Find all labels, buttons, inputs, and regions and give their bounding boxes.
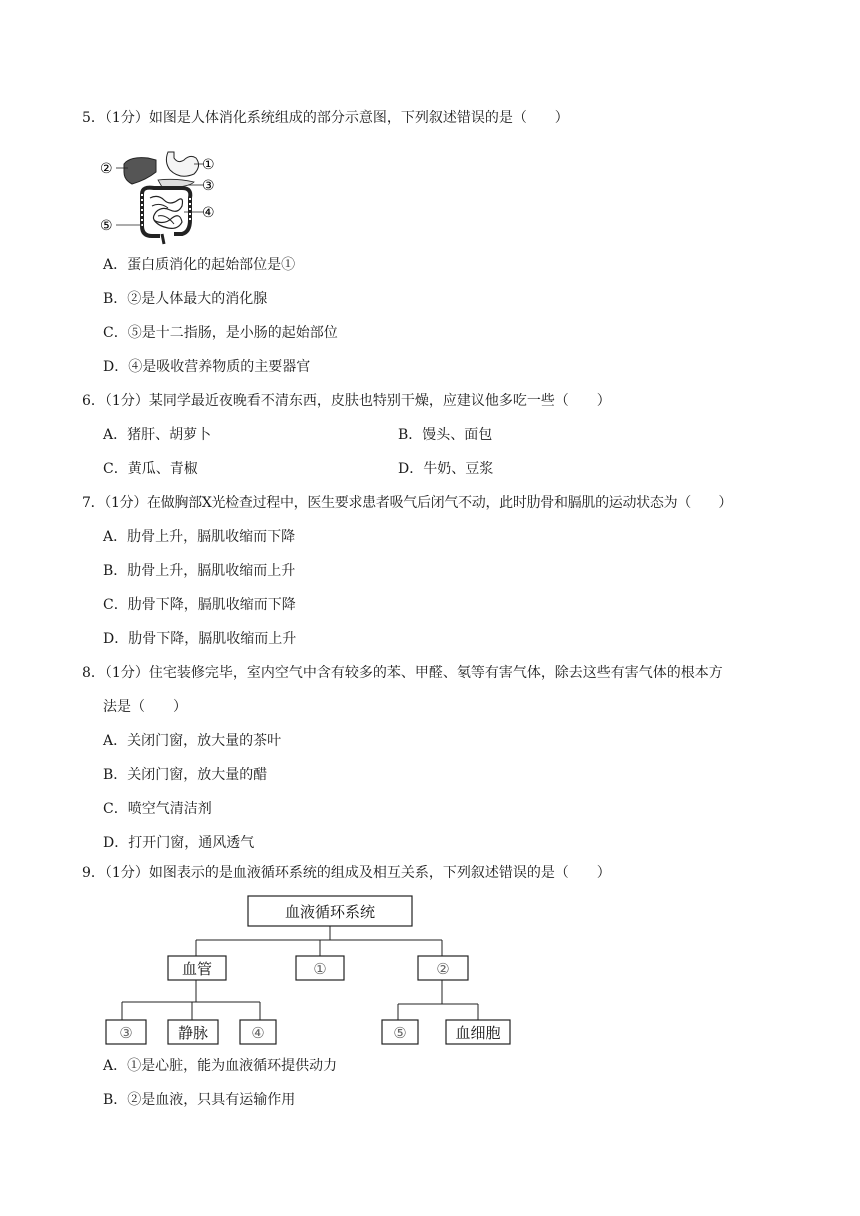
diagram-root-label: 血液循环系统 [284, 903, 376, 921]
q5-option-a: A．蛋白质消化的起始部位是① [103, 257, 296, 273]
digestive-system-figure [98, 150, 223, 245]
q8-stem-line2: 法是（ ） [103, 699, 187, 715]
q5-option-b: B．②是人体最大的消化腺 [103, 291, 268, 307]
diagram-vessel-label: 血管 [181, 960, 213, 978]
diagram-blood-cell-label: 血细胞 [455, 1024, 501, 1042]
q7-stem: 7．（1分）在做胸部X光检查过程中，医生要求患者吸气后闭气不动，此时肋骨和膈肌的运动状态为（ ） [82, 495, 733, 511]
q7-option-b: B．肋骨上升，膈肌收缩而上升 [103, 563, 296, 579]
q7-option-d: D．肋骨下降，膈肌收缩而上升 [103, 631, 297, 647]
diagram-node-5: ⑤ [393, 1024, 407, 1042]
q8-option-b: B．关闭门窗，放大量的醋 [103, 767, 268, 783]
figure-label-4: ④ [202, 205, 215, 221]
circulatory-system-diagram [100, 890, 520, 1050]
q6-option-b: B．馒头、面包 [398, 427, 493, 443]
q9-option-a: A．①是心脏，能为血液循环提供动力 [103, 1058, 338, 1074]
q9-option-b: B．②是血液，只具有运输作用 [103, 1092, 296, 1108]
diagram-vein-label: 静脉 [177, 1024, 209, 1042]
q8-option-a: A．关闭门窗，放大量的茶叶 [103, 733, 282, 749]
q8-option-c: C．喷空气清洁剂 [103, 801, 212, 817]
q6-stem: 6．（1分）某同学最近夜晚看不清东西，皮肤也特别干燥，应建议他多吃一些（ ） [82, 393, 611, 409]
figure-label-1: ① [202, 157, 215, 173]
q9-stem: 9．（1分）如图表示的是血液循环系统的组成及相互关系，下列叙述错误的是（ ） [82, 865, 611, 881]
q5-option-c: C．⑤是十二指肠，是小肠的起始部位 [103, 325, 338, 341]
diagram-node-1: ① [313, 960, 327, 978]
q7-option-c: C．肋骨下降，膈肌收缩而下降 [103, 597, 296, 613]
q8-option-d: D．打开门窗，通风透气 [103, 835, 255, 851]
q7-option-a: A．肋骨上升，膈肌收缩而下降 [103, 529, 296, 545]
q6-option-d: D．牛奶、豆浆 [398, 461, 494, 477]
q5-stem: 5．（1分）如图是人体消化系统组成的部分示意图，下列叙述错误的是（ ） [82, 110, 569, 126]
figure-label-2: ② [100, 161, 113, 177]
diagram-node-2: ② [436, 960, 450, 978]
q6-option-c: C．黄瓜、青椒 [103, 461, 198, 477]
figure-label-5: ⑤ [100, 218, 113, 234]
figure-label-3: ③ [202, 178, 215, 194]
q5-option-d: D．④是吸收营养物质的主要器官 [103, 359, 311, 375]
q6-option-a: A．猪肝、胡萝卜 [103, 427, 212, 443]
diagram-node-4: ④ [251, 1024, 265, 1042]
diagram-node-3: ③ [119, 1024, 133, 1042]
q8-stem-line1: 8．（1分）住宅装修完毕，室内空气中含有较多的苯、甲醛、氡等有害气体，除去这些有害气体的根本方 [82, 665, 723, 681]
